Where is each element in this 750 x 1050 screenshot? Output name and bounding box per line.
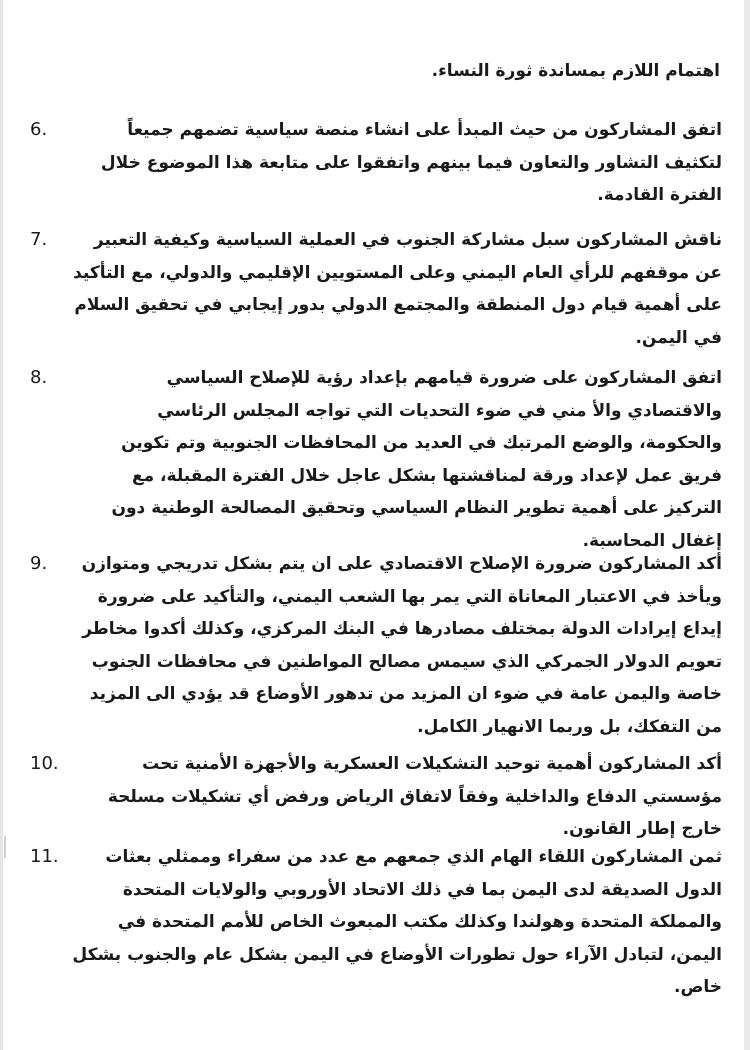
item-text: أكد المشاركون ضرورة الإصلاح الاقتصادي على ان يتم بشكل تدريجي ومتوازن ويأخذ في الاعتبار المعاناة التي يمر بها الشعب اليمني، والتأكيد على ضرورة إيداع إيرادات الدولة بمختلف مصادرها في البنك المركزي، وكذلك أكدوا مخاطر تعويم الدولار الجمركي الذي سيمس مصالح المواطنين في محافظات الجنوب خاصة واليمن عامة في ضوء ان المزيد من تدهور الأوضاع قد يؤدي الى المزيد من التفكك، بل وربما الانهيار الكامل.: [81, 554, 722, 737]
page-left-edge: [0, 0, 3, 1050]
list-item-7: [30, 224, 722, 354]
item-number: 9.: [30, 553, 48, 574]
item-number: 8.: [30, 367, 48, 388]
item-text: اتفق المشاركون على ضرورة قيامهم بإعداد رؤية للإصلاح السياسي والاقتصادي والأ مني في ضوء التحديات التي تواجه المجلس الرئاسي والحكومة، والوضع المرتبك في العديد من المحافظات الجنوبية وتم تكوين فريق عمل لإعداد ورقة لمناقشتها بشكل عاجل خلال الفترة المقبلة، مع التركيز على أهمية تطوير النظام السياسي وتحقيق المصالحة الوطنية دون إغفال المحاسبة.: [111, 368, 722, 551]
list-item-9: [30, 548, 722, 743]
item-number: 7.: [30, 229, 48, 250]
item-text: ثمن المشاركون اللقاء الهام الذي جمعهم مع عدد من سفراء وممثلي بعثات الدول الصديقة لدى اليمن بما في ذلك الاتحاد الأوروبي والولايات المتحدة والمملكة المتحدة وهولندا وكذلك مكتب المبعوث الخاص للأمم المتحدة في اليمن، لتبادل الآراء حول تطورات الأوضاع في اليمن بشكل عام والجنوب بشكل خاص.: [72, 847, 722, 997]
item-text: أكد المشاركون أهمية توحيد التشكيلات العسكرية والأجهزة الأمنية تحت مؤسستي الدفاع والداخلية وفقاً لاتفاق الرياض ورفض أي تشكيلات مسلحة خارج إطار القانون.: [107, 754, 722, 839]
gutter-mark: [4, 836, 16, 858]
item-number: 10.: [30, 753, 59, 774]
item-number: 11.: [30, 846, 59, 867]
list-item-11: [30, 841, 722, 1004]
item-text: ناقش المشاركون سبل مشاركة الجنوب في العملية السياسية وكيفية التعبير عن موقفهم للرأي العام اليمني وعلى المستويين الإقليمي والدولي، مع التأكيد على أهمية قيام دول المنطقة والمجتمع الدولي بدور إيجابي في تحقيق السلام في اليمن.: [73, 230, 722, 348]
intro-line: اهتمام اللازم بمساندة ثورة النساء.: [431, 61, 720, 81]
list-item-8: [30, 362, 722, 557]
list-item-10: [30, 748, 722, 846]
scrollbar-track[interactable]: [744, 0, 750, 1050]
item-text: اتفق المشاركون من حيث المبدأ على انشاء منصة سياسية تضمهم جميعاً لتكثيف التشاور والتعاون فيما بينهم واتفقوا على متابعة هذا الموضوع خلال الفترة القادمة.: [100, 120, 722, 205]
item-number: 6.: [30, 119, 48, 140]
list-item-6: [30, 114, 722, 212]
